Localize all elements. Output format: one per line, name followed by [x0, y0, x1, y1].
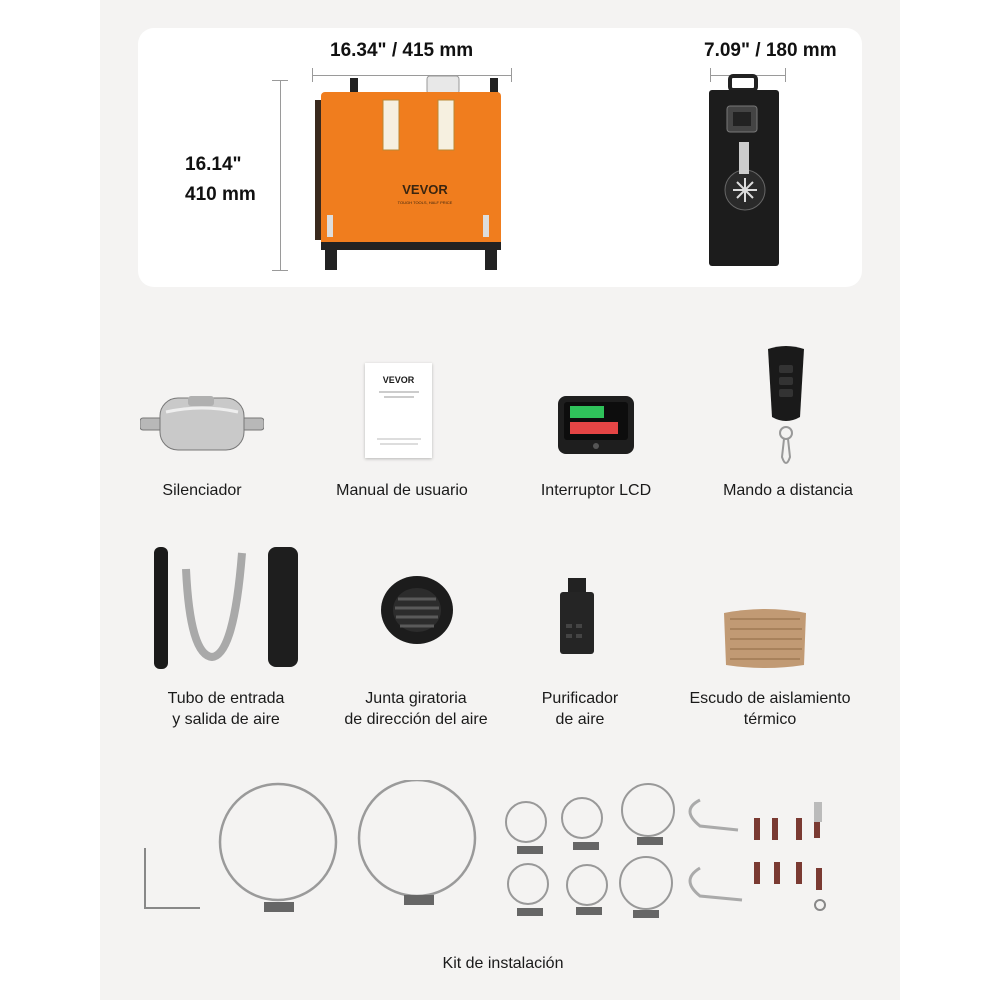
depth-dimension: 7.09" / 180 mm	[704, 40, 837, 61]
label-escudo-line1: Escudo de aislamiento	[689, 690, 851, 707]
label-tubo-aire-line1: Tubo de entrada	[167, 690, 285, 707]
label-silenciador: Silenciador	[162, 482, 242, 499]
heater-front-view	[305, 70, 515, 275]
label-purificador-line1: Purificador	[541, 690, 619, 707]
heater-side-view	[705, 70, 785, 270]
label-junta-line1: Junta giratoria	[365, 690, 467, 707]
label-purificador-line2: de aire	[555, 711, 605, 728]
label-escudo-line2: térmico	[743, 711, 797, 728]
label-manual-usuario: Manual de usuario	[336, 482, 468, 499]
heater-brand-logo: VEVOR	[402, 182, 448, 197]
label-mando-distancia: Mando a distancia	[723, 482, 853, 499]
height-guide-tick-bottom	[272, 270, 288, 271]
air-purifier-image	[556, 578, 598, 656]
label-purificador	[510, 688, 650, 730]
depth-guide-tick-right	[785, 68, 786, 82]
label-escudo	[676, 688, 864, 730]
height-guide-tick-top	[272, 80, 288, 81]
label-kit-instalacion: Kit de instalación	[442, 955, 564, 972]
air-tube-image	[150, 545, 305, 670]
installation-kit-image	[140, 780, 840, 920]
muffler-image	[140, 390, 264, 460]
lcd-switch-image	[558, 396, 634, 454]
label-junta-giratoria	[330, 688, 502, 730]
remote-control-image	[762, 345, 810, 473]
height-dimension-mm: 410 mm	[185, 184, 256, 205]
label-junta-line2: de dirección del aire	[344, 711, 488, 728]
user-manual-image	[365, 363, 432, 458]
height-dimension-inches: 16.14"	[185, 154, 242, 175]
heater-tagline: TOUGH TOOLS, HALF PRICE	[397, 200, 453, 205]
label-interruptor-lcd: Interruptor LCD	[540, 482, 652, 499]
width-dimension: 16.34" / 415 mm	[330, 40, 474, 61]
label-tubo-aire	[140, 688, 312, 730]
heat-shield-image	[720, 605, 810, 671]
height-guide-line	[280, 80, 281, 270]
manual-brand-logo: VEVOR	[382, 375, 415, 385]
air-vent-joint-image	[380, 575, 454, 645]
label-tubo-aire-line2: y salida de aire	[172, 711, 280, 728]
